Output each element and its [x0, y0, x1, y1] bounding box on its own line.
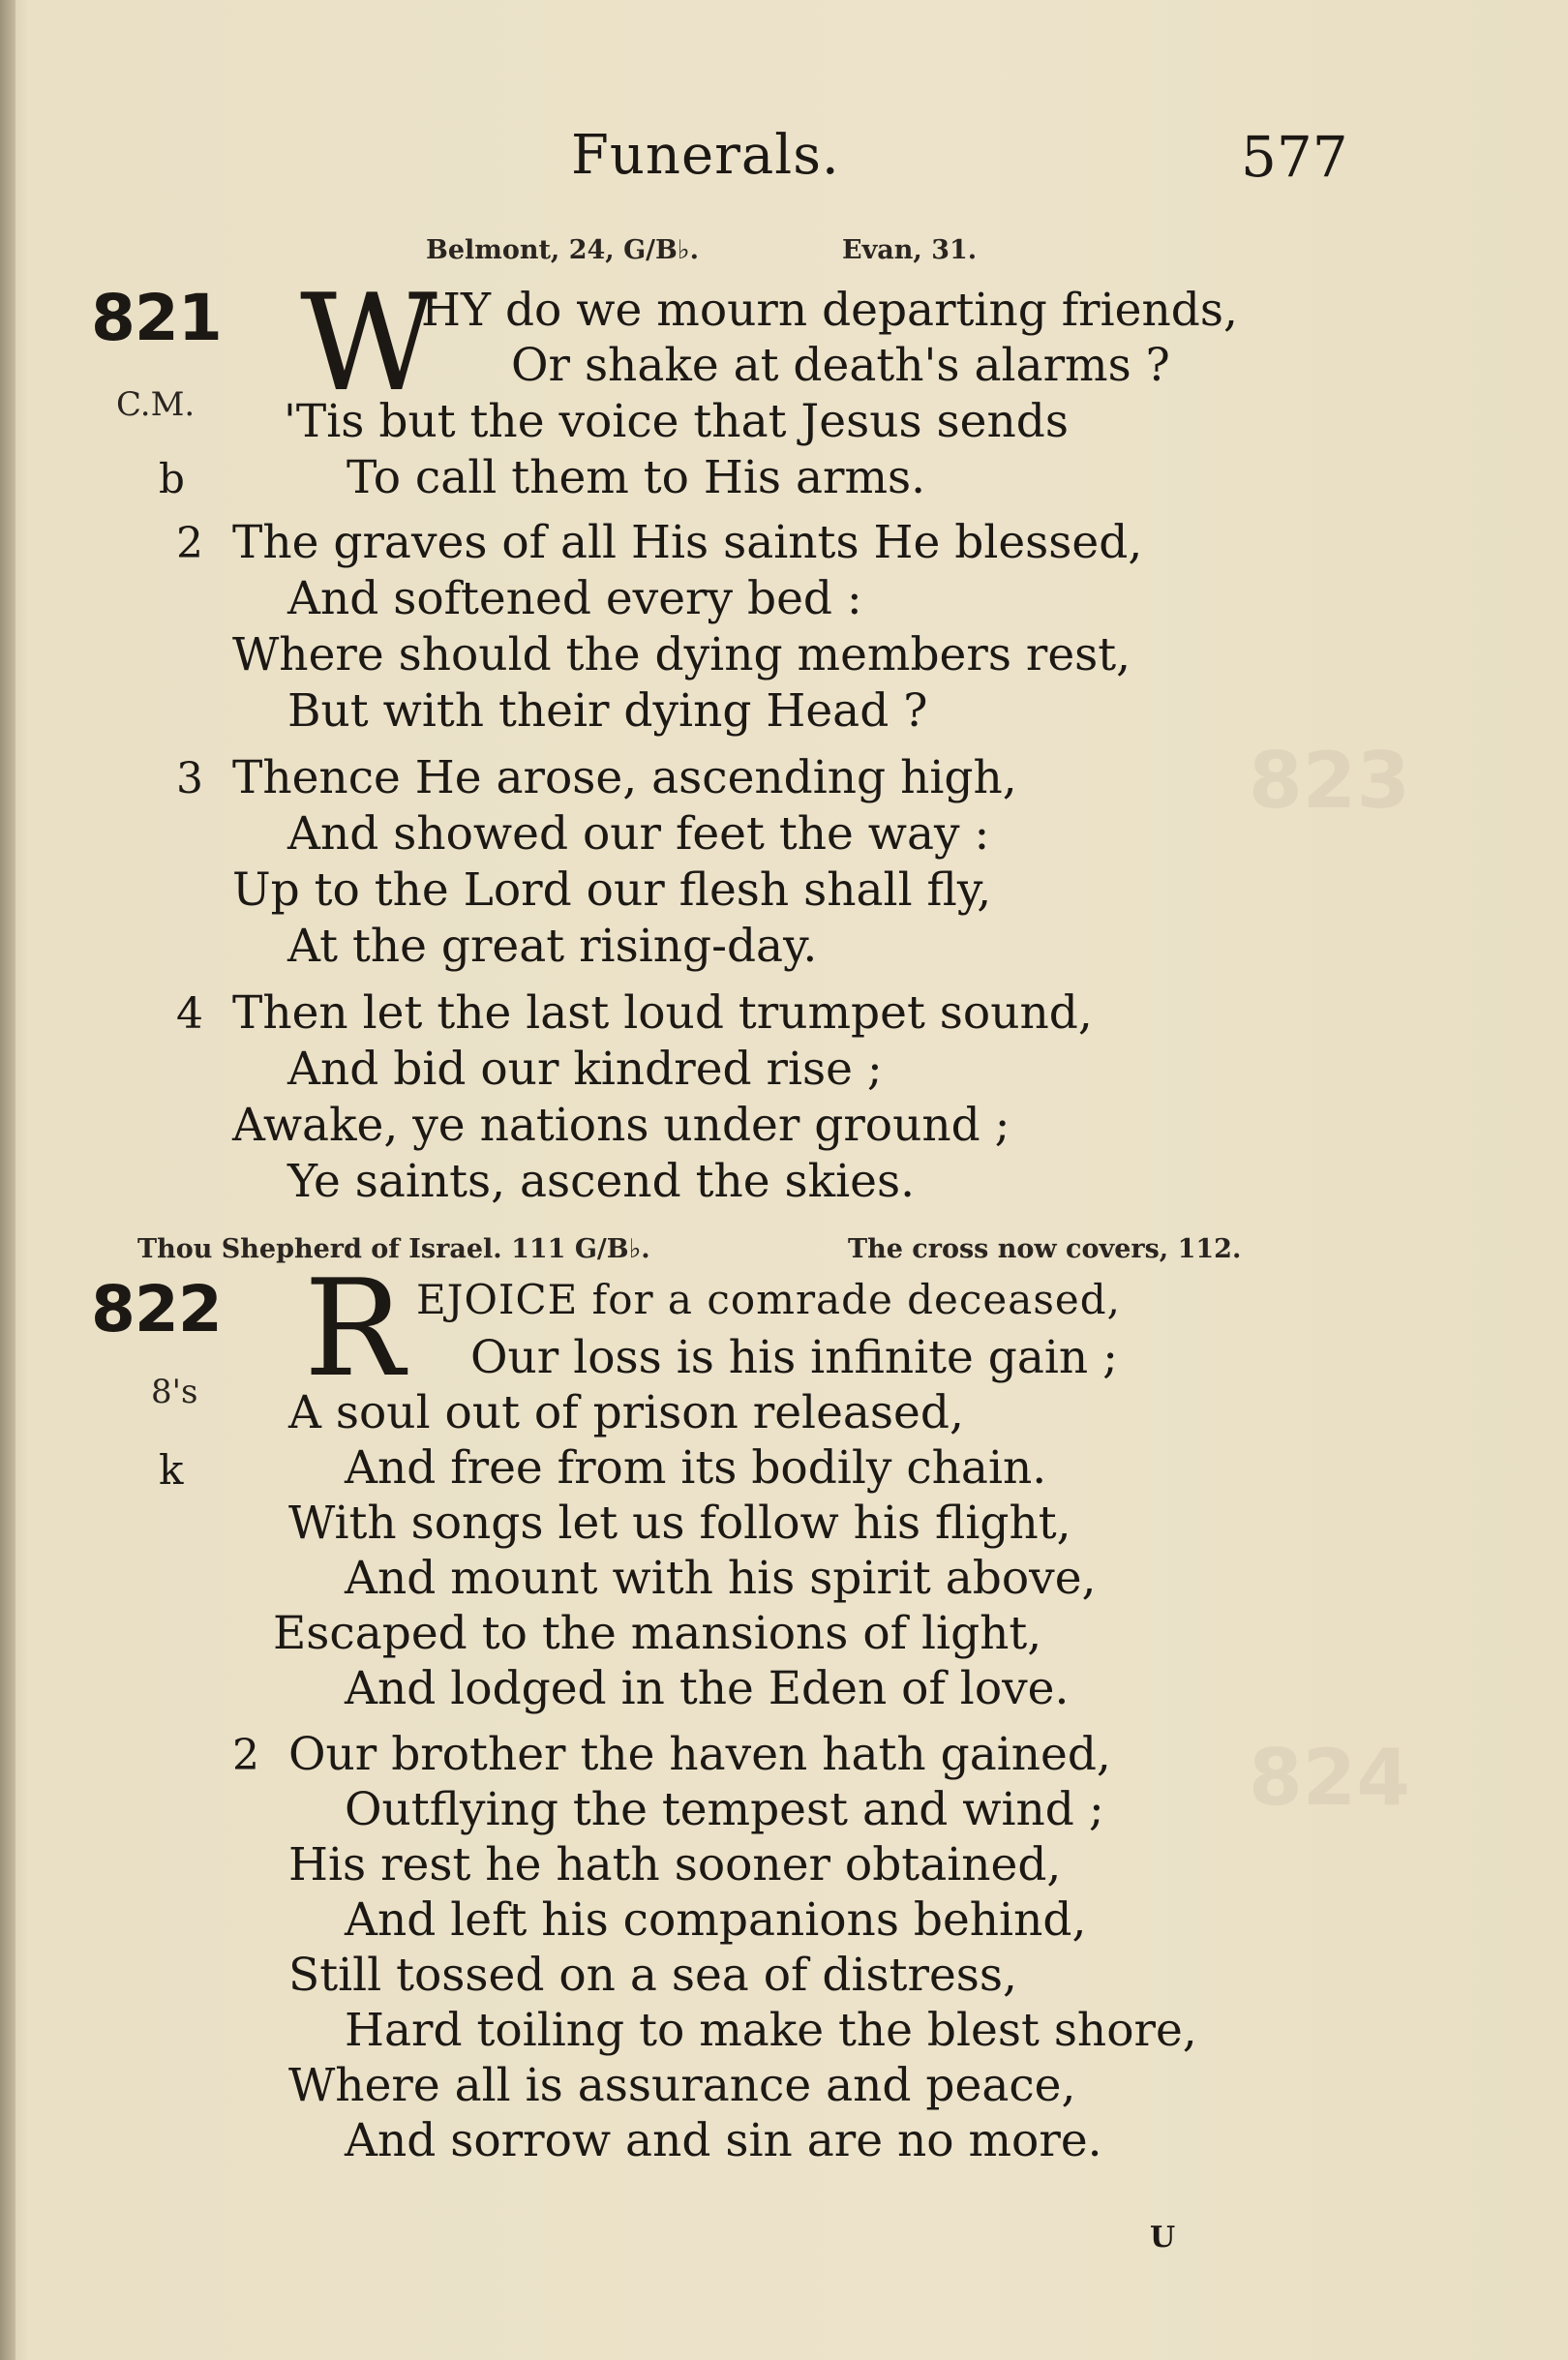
- verse-line: And left his companions behind,: [345, 1893, 1087, 1947]
- page-spine: [0, 0, 15, 2360]
- hymn-821-line-2: Or shake at death's alarms ?: [511, 339, 1170, 392]
- verse-line: And mount with his spirit above,: [345, 1552, 1097, 1605]
- hymn-821-line-3: 'Tis but the voice that Jesus sends: [284, 395, 1069, 448]
- verse-line: Thence He arose, ascending high,: [232, 751, 1017, 804]
- stanza-number: 4: [176, 989, 203, 1039]
- signature-mark: U: [1150, 2221, 1176, 2254]
- hymn-meter-821: C.M.: [116, 385, 196, 424]
- tune-list-821-right: Evan, 31.: [842, 235, 978, 265]
- stanza-number: 3: [176, 754, 203, 803]
- verse-line: Then let the last loud trumpet sound,: [232, 986, 1093, 1040]
- verse-line: The graves of all His saints He blessed,: [232, 516, 1143, 569]
- hymn-821-line-1: HY do we mourn departing friends,: [421, 284, 1238, 337]
- drop-cap-821: W: [300, 265, 437, 421]
- hymn-821-line-4: To call them to His arms.: [347, 451, 926, 504]
- verse-line: But with their dying Head ?: [287, 684, 928, 738]
- verse-line: Outflying the tempest and wind ;: [345, 1783, 1104, 1836]
- verse-line: And softened every bed :: [287, 572, 862, 625]
- tune-list-822-left: Thou Shepherd of Israel. 111 G/B♭.: [137, 1234, 650, 1264]
- bleed-through-824: 824: [1249, 1733, 1410, 1823]
- verse-line: And lodged in the Eden of love.: [345, 1662, 1070, 1715]
- verse-line: A soul out of prison released,: [288, 1386, 964, 1439]
- verse-line: Where all is assurance and peace,: [288, 2059, 1076, 2112]
- bleed-through-823: 823: [1249, 736, 1410, 826]
- verse-line: And sorrow and sin are no more.: [345, 2114, 1102, 2167]
- hymn-822-line-1: EJOICE for a comrade deceased,: [416, 1276, 1121, 1323]
- verse-line: Escaped to the mansions of light,: [273, 1607, 1042, 1660]
- verse-line: His rest he hath sooner obtained,: [288, 1838, 1062, 1891]
- tune-list-821-left: Belmont, 24, G/B♭.: [426, 235, 699, 265]
- hymn-key-821: b: [159, 455, 185, 502]
- running-title: Funerals.: [571, 124, 840, 187]
- verse-line: Still tossed on a sea of distress,: [288, 1949, 1017, 2002]
- verse-line: And bid our kindred rise ;: [287, 1043, 883, 1096]
- hymn-meter-822: 8's: [151, 1373, 198, 1411]
- verse-line: Ye saints, ascend the skies.: [287, 1155, 916, 1208]
- verse-line: Awake, ye nations under ground ;: [232, 1099, 1010, 1152]
- hymn-number-821: 821: [91, 281, 222, 355]
- verse-line: And showed our feet the way :: [287, 807, 990, 861]
- stanza-number: 2: [232, 1731, 259, 1780]
- stanza-number: 2: [176, 519, 203, 568]
- verse-line: With songs let us follow his flight,: [288, 1497, 1071, 1550]
- verse-line: At the great rising-day.: [287, 920, 818, 973]
- verse-line: Our brother the haven hath gained,: [288, 1728, 1111, 1781]
- verse-line: And free from its bodily chain.: [345, 1441, 1047, 1495]
- tune-list-822-right: The cross now covers, 112.: [848, 1234, 1242, 1264]
- verse-line: Hard toiling to make the blest shore,: [345, 2004, 1197, 2057]
- verse-line: Up to the Lord our flesh shall fly,: [232, 863, 992, 917]
- drop-cap-822: R: [304, 1251, 405, 1407]
- verse-line: Where should the dying members rest,: [232, 628, 1131, 681]
- hymn-number-822: 822: [91, 1272, 222, 1346]
- hymn-key-822: k: [159, 1446, 184, 1494]
- hymn-822-line-2: Our loss is his infinite gain ;: [470, 1331, 1118, 1384]
- page-number: 577: [1241, 124, 1348, 190]
